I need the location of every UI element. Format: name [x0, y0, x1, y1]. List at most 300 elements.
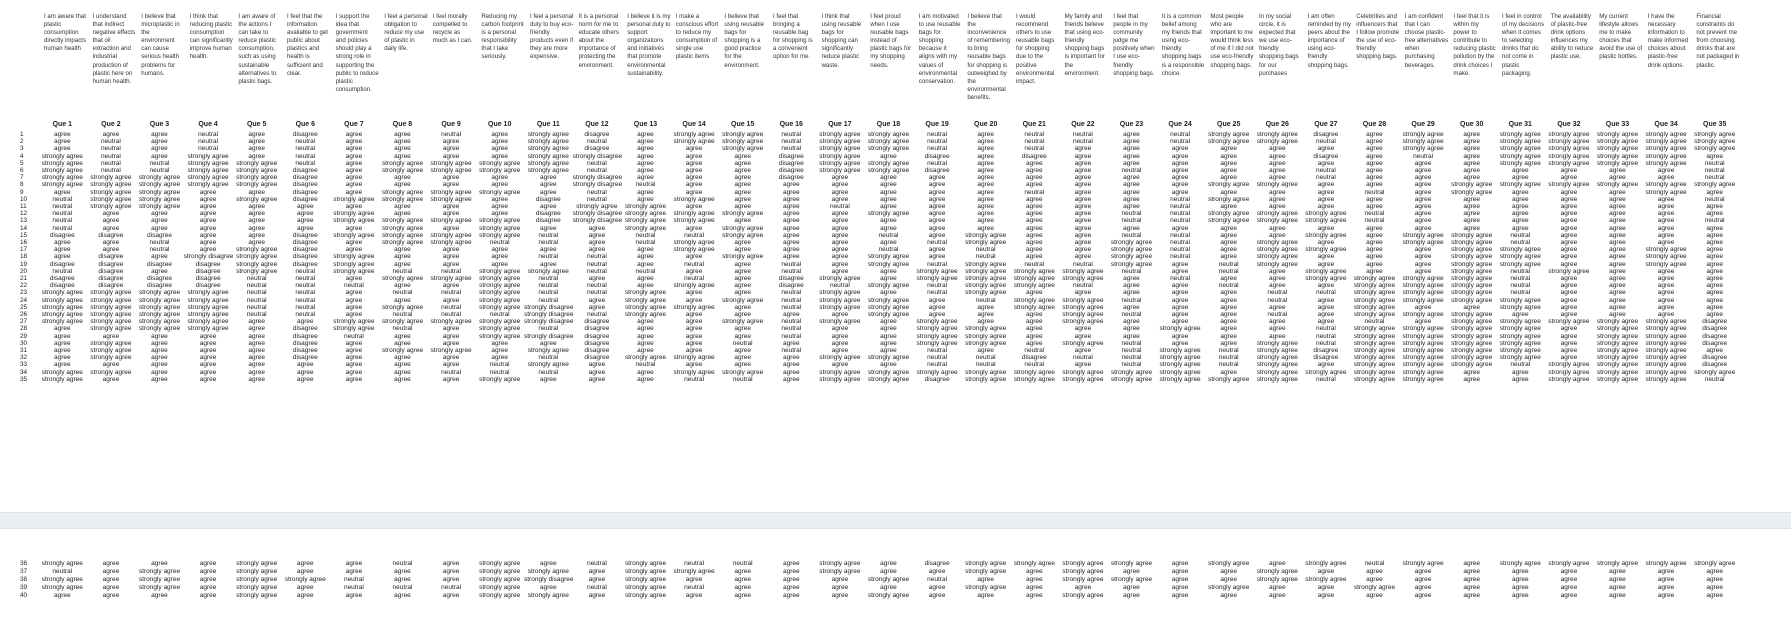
table-cell[interactable]: agree	[1560, 210, 1578, 218]
table-cell[interactable]: agree	[1366, 203, 1383, 210]
table-cell[interactable]: neutral	[1072, 282, 1093, 290]
table-cell[interactable]: neutral	[392, 289, 413, 297]
table-cell[interactable]: strongly agree	[479, 167, 521, 174]
table-cell[interactable]: agree	[637, 253, 654, 261]
table-cell[interactable]: agree	[734, 576, 751, 583]
table-cell[interactable]: agree	[1074, 188, 1092, 196]
table-cell[interactable]: disagree	[584, 131, 610, 138]
table-cell[interactable]: neutral	[1218, 267, 1239, 275]
table-cell[interactable]: strongly agree	[673, 131, 715, 138]
table-cell[interactable]: agree	[637, 145, 654, 153]
table-cell[interactable]: agree	[53, 325, 71, 333]
table-cell[interactable]: strongly agree	[1256, 347, 1298, 354]
table-cell[interactable]: strongly agree	[1062, 275, 1104, 282]
table-cell[interactable]: agree	[1171, 282, 1189, 290]
table-cell[interactable]: strongly agree	[479, 592, 521, 599]
table-cell[interactable]: neutral	[295, 145, 316, 153]
table-cell[interactable]: strongly agree	[430, 231, 472, 239]
table-cell[interactable]: agree	[102, 560, 120, 567]
table-cell[interactable]: neutral	[1072, 354, 1093, 362]
table-cell[interactable]: agree	[1560, 246, 1578, 254]
table-cell[interactable]: agree	[1220, 339, 1237, 347]
column-header[interactable]: Que 15	[731, 121, 755, 128]
table-cell[interactable]: disagree	[195, 275, 221, 282]
table-cell[interactable]: strongly agree	[236, 253, 278, 261]
table-cell[interactable]: agree	[782, 592, 800, 599]
table-cell[interactable]: strongly agree	[479, 584, 521, 591]
table-cell[interactable]: strongly agree	[333, 253, 375, 261]
table-cell[interactable]: strongly agree	[333, 325, 375, 333]
table-cell[interactable]: agree	[539, 375, 557, 383]
table-cell[interactable]: strongly agree	[1596, 354, 1639, 362]
table-cell[interactable]: agree	[1657, 217, 1675, 225]
table-cell[interactable]: agree	[1074, 181, 1092, 189]
table-cell[interactable]: agree	[637, 152, 654, 160]
table-cell[interactable]: strongly agree	[236, 167, 278, 174]
table-cell[interactable]: strongly agree	[1159, 375, 1201, 383]
table-cell[interactable]: strongly agree	[1694, 560, 1736, 567]
table-cell[interactable]: agree	[151, 131, 168, 138]
table-cell[interactable]: agree	[491, 347, 508, 354]
table-cell[interactable]: agree	[1414, 174, 1432, 182]
table-cell[interactable]: agree	[1511, 584, 1529, 591]
table-cell[interactable]: agree	[151, 152, 168, 160]
table-cell[interactable]: neutral	[781, 296, 802, 304]
table-cell[interactable]: strongly agree	[1645, 159, 1687, 167]
table-cell[interactable]: strongly agree	[965, 239, 1007, 246]
table-cell[interactable]: strongly agree	[1645, 131, 1687, 138]
table-cell[interactable]: strongly agree	[624, 303, 667, 311]
table-cell[interactable]: strongly agree	[1645, 375, 1687, 383]
table-cell[interactable]: strongly agree	[381, 318, 424, 326]
table-cell[interactable]: strongly agree	[1305, 267, 1347, 275]
table-cell[interactable]: agree	[977, 592, 994, 599]
table-cell[interactable]: strongly agree	[90, 203, 132, 210]
table-cell[interactable]: agree	[1171, 296, 1189, 304]
table-cell[interactable]: strongly agree	[1499, 260, 1541, 268]
table-cell[interactable]: neutral	[295, 311, 316, 318]
table-cell[interactable]: strongly agree	[867, 368, 910, 376]
table-cell[interactable]: agree	[928, 584, 946, 591]
table-cell[interactable]: strongly agree	[333, 318, 375, 326]
table-cell[interactable]: agree	[1268, 325, 1286, 333]
table-cell[interactable]: agree	[685, 188, 703, 196]
table-cell[interactable]: agree	[588, 592, 606, 599]
table-cell[interactable]: agree	[880, 152, 897, 160]
column-header[interactable]: Que 3	[149, 121, 170, 128]
table-cell[interactable]: agree	[1268, 584, 1286, 591]
table-cell[interactable]: strongly agree	[1451, 275, 1493, 282]
table-cell[interactable]: strongly agree	[1451, 260, 1493, 268]
table-cell[interactable]: agree	[1220, 368, 1237, 376]
table-cell[interactable]: strongly agree	[90, 289, 132, 297]
table-cell[interactable]: strongly agree	[1548, 159, 1590, 167]
table-cell[interactable]: strongly agree	[1451, 318, 1493, 326]
table-cell[interactable]: strongly agree	[1402, 311, 1444, 318]
table-cell[interactable]: strongly agree	[1062, 267, 1104, 275]
table-cell[interactable]: agree	[345, 224, 363, 232]
table-cell[interactable]: neutral	[684, 375, 705, 383]
table-cell[interactable]: neutral	[1218, 260, 1239, 268]
table-cell[interactable]: agree	[248, 231, 265, 239]
table-cell[interactable]: strongly agree	[284, 576, 326, 583]
table-cell[interactable]: strongly agree	[527, 138, 569, 146]
table-cell[interactable]: disagree	[584, 318, 610, 326]
table-cell[interactable]: strongly agree	[1062, 339, 1104, 347]
table-cell[interactable]: strongly agree	[430, 239, 472, 246]
table-cell[interactable]: agree	[734, 584, 751, 591]
table-cell[interactable]: agree	[685, 289, 703, 297]
table-cell[interactable]: neutral	[489, 368, 510, 376]
table-cell[interactable]: strongly agree	[41, 174, 83, 182]
table-cell[interactable]: strongly agree	[1645, 145, 1687, 153]
table-cell[interactable]: strongly agree	[90, 339, 132, 347]
table-cell[interactable]: agree	[1414, 584, 1432, 591]
table-cell[interactable]: strongly agree	[1353, 289, 1396, 297]
table-cell[interactable]: strongly agree	[381, 275, 424, 282]
table-cell[interactable]: agree	[1074, 152, 1092, 160]
table-cell[interactable]: strongly agree	[1596, 159, 1639, 167]
table-cell[interactable]: strongly agree	[819, 354, 861, 362]
table-cell[interactable]: strongly agree	[90, 303, 132, 311]
table-cell[interactable]: strongly agree	[138, 303, 181, 311]
table-cell[interactable]: agree	[53, 332, 71, 340]
table-cell[interactable]: agree	[539, 174, 557, 182]
table-cell[interactable]: agree	[1414, 203, 1432, 210]
table-cell[interactable]: strongly disagree	[572, 181, 623, 189]
table-cell[interactable]: agree	[1560, 339, 1578, 347]
table-cell[interactable]: neutral	[1704, 375, 1725, 383]
table-cell[interactable]: strongly agree	[1548, 361, 1590, 369]
table-cell[interactable]: strongly agree	[479, 568, 521, 575]
table-cell[interactable]: strongly agree	[236, 576, 278, 583]
table-cell[interactable]: agree	[199, 339, 217, 347]
table-cell[interactable]: agree	[1171, 568, 1189, 575]
table-cell[interactable]: agree	[1366, 159, 1383, 167]
table-cell[interactable]: agree	[1123, 282, 1140, 290]
table-cell[interactable]: neutral	[781, 325, 802, 333]
table-cell[interactable]: agree	[345, 159, 363, 167]
table-cell[interactable]: strongly agree	[1499, 296, 1541, 304]
table-cell[interactable]: strongly agree	[333, 231, 375, 239]
table-cell[interactable]: agree	[685, 311, 703, 318]
table-cell[interactable]: strongly agree	[1062, 560, 1104, 567]
table-cell[interactable]: agree	[1414, 568, 1432, 575]
table-cell[interactable]: agree	[1706, 239, 1723, 246]
table-cell[interactable]: strongly agree	[916, 339, 958, 347]
table-cell[interactable]: agree	[442, 332, 460, 340]
table-cell[interactable]: strongly agree	[479, 375, 521, 383]
column-header[interactable]: Que 26	[1265, 121, 1289, 128]
table-cell[interactable]: strongly agree	[1499, 131, 1541, 138]
table-cell[interactable]: strongly agree	[1645, 138, 1687, 146]
table-cell[interactable]: agree	[1123, 138, 1140, 146]
table-cell[interactable]: agree	[1317, 584, 1335, 591]
table-cell[interactable]: agree	[199, 347, 217, 354]
table-cell[interactable]: agree	[1657, 231, 1675, 239]
table-cell[interactable]: neutral	[1024, 145, 1045, 153]
table-cell[interactable]: agree	[53, 354, 71, 362]
table-cell[interactable]: agree	[1560, 296, 1578, 304]
table-cell[interactable]: agree	[151, 354, 168, 362]
table-cell[interactable]: agree	[248, 318, 265, 326]
table-cell[interactable]: strongly agree	[527, 347, 569, 354]
table-cell[interactable]: agree	[1366, 568, 1383, 575]
table-cell[interactable]: neutral	[927, 260, 948, 268]
table-cell[interactable]: agree	[1220, 159, 1237, 167]
table-cell[interactable]: agree	[1171, 167, 1189, 174]
table-cell[interactable]: disagree	[49, 275, 75, 282]
table-cell[interactable]: strongly agree	[624, 576, 667, 583]
table-cell[interactable]: agree	[1366, 246, 1383, 254]
table-cell[interactable]: neutral	[343, 584, 364, 591]
table-cell[interactable]: agree	[345, 131, 363, 138]
table-cell[interactable]: disagree	[1313, 354, 1339, 362]
table-cell[interactable]: agree	[199, 576, 217, 583]
table-cell[interactable]: agree	[977, 131, 994, 138]
table-cell[interactable]: strongly agree	[1256, 568, 1298, 575]
table-cell[interactable]: strongly agree	[479, 217, 521, 225]
table-cell[interactable]: disagree	[98, 253, 124, 261]
table-cell[interactable]: agree	[442, 210, 460, 218]
table-cell[interactable]: agree	[1609, 592, 1626, 599]
table-cell[interactable]: agree	[1657, 210, 1675, 218]
table-cell[interactable]: strongly agree	[187, 152, 229, 160]
table-cell[interactable]: strongly agree	[138, 195, 181, 203]
table-cell[interactable]: strongly agree	[1353, 368, 1396, 376]
table-cell[interactable]: agree	[1414, 246, 1432, 254]
table-cell[interactable]: agree	[1317, 568, 1335, 575]
table-cell[interactable]: agree	[880, 203, 897, 210]
table-cell[interactable]: agree	[1268, 303, 1286, 311]
table-cell[interactable]: strongly agree	[1402, 289, 1444, 297]
table-cell[interactable]: agree	[1220, 303, 1237, 311]
table-cell[interactable]: agree	[1171, 592, 1189, 599]
table-cell[interactable]: agree	[1366, 260, 1383, 268]
table-cell[interactable]: agree	[1609, 289, 1626, 297]
table-cell[interactable]: agree	[1560, 584, 1578, 591]
table-cell[interactable]: agree	[1560, 576, 1578, 583]
table-cell[interactable]: agree	[1609, 188, 1626, 196]
table-cell[interactable]: agree	[1609, 246, 1626, 254]
table-cell[interactable]: agree	[1220, 311, 1237, 318]
table-cell[interactable]: strongly agree	[1645, 181, 1687, 189]
table-cell[interactable]: neutral	[1121, 354, 1142, 362]
table-cell[interactable]: agree	[1414, 224, 1432, 232]
table-cell[interactable]: agree	[1414, 217, 1432, 225]
table-cell[interactable]: agree	[1220, 325, 1237, 333]
table-cell[interactable]: agree	[977, 152, 994, 160]
table-cell[interactable]: agree	[1123, 195, 1140, 203]
table-cell[interactable]: strongly agree	[1208, 560, 1250, 567]
table-cell[interactable]: strongly agree	[187, 303, 229, 311]
table-cell[interactable]: neutral	[441, 584, 462, 591]
table-cell[interactable]: agree	[734, 303, 751, 311]
table-cell[interactable]: strongly agree	[1013, 303, 1055, 311]
table-cell[interactable]: agree	[588, 361, 606, 369]
table-cell[interactable]: strongly agree	[624, 354, 667, 362]
table-cell[interactable]: agree	[491, 354, 508, 362]
table-cell[interactable]: strongly agree	[1645, 332, 1687, 340]
table-cell[interactable]: agree	[1171, 152, 1189, 160]
table-cell[interactable]: neutral	[975, 296, 996, 304]
table-cell[interactable]: agree	[151, 145, 168, 153]
column-header[interactable]: Que 17	[828, 121, 852, 128]
table-cell[interactable]: agree	[1268, 188, 1286, 196]
table-cell[interactable]: agree	[1220, 592, 1237, 599]
table-cell[interactable]: agree	[345, 560, 363, 567]
table-cell[interactable]: agree	[831, 239, 849, 246]
table-cell[interactable]: agree	[977, 318, 994, 326]
table-cell[interactable]: agree	[1123, 174, 1140, 182]
table-cell[interactable]: neutral	[635, 267, 656, 275]
table-cell[interactable]: agree	[637, 159, 654, 167]
table-cell[interactable]: agree	[1463, 584, 1480, 591]
table-cell[interactable]: disagree	[98, 231, 124, 239]
table-cell[interactable]: agree	[1609, 231, 1626, 239]
table-cell[interactable]: strongly agree	[965, 375, 1007, 383]
table-cell[interactable]: agree	[345, 347, 363, 354]
table-cell[interactable]: agree	[782, 375, 800, 383]
table-cell[interactable]: neutral	[1510, 275, 1531, 282]
table-cell[interactable]: agree	[102, 224, 120, 232]
table-cell[interactable]: agree	[248, 217, 265, 225]
table-cell[interactable]: strongly agree	[965, 231, 1007, 239]
table-cell[interactable]: neutral	[1072, 131, 1093, 138]
table-cell[interactable]: agree	[831, 217, 849, 225]
table-cell[interactable]: agree	[734, 217, 751, 225]
column-header[interactable]: Que 7	[344, 121, 364, 128]
column-header[interactable]: Que 1	[52, 121, 73, 128]
table-cell[interactable]: neutral	[1170, 131, 1191, 138]
table-cell[interactable]: agree	[248, 354, 265, 362]
table-cell[interactable]: strongly agree	[1353, 303, 1396, 311]
table-cell[interactable]: agree	[1123, 152, 1140, 160]
table-cell[interactable]: agree	[491, 145, 508, 153]
column-header[interactable]: Que 4	[198, 121, 218, 128]
table-cell[interactable]: strongly agree	[916, 318, 958, 326]
table-cell[interactable]: agree	[296, 560, 314, 567]
table-cell[interactable]: strongly agree	[381, 195, 424, 203]
table-cell[interactable]: strongly agree	[1353, 332, 1396, 340]
table-cell[interactable]: strongly agree	[1548, 375, 1590, 383]
table-cell[interactable]: agree	[928, 224, 946, 232]
table-cell[interactable]: agree	[831, 224, 849, 232]
table-cell[interactable]: agree	[831, 260, 849, 268]
table-cell[interactable]: agree	[637, 368, 654, 376]
table-cell[interactable]: agree	[345, 188, 363, 196]
table-cell[interactable]: agree	[1706, 210, 1723, 218]
table-cell[interactable]: strongly agree	[1110, 576, 1153, 583]
table-cell[interactable]: agree	[588, 568, 606, 575]
table-cell[interactable]: agree	[1025, 195, 1043, 203]
table-cell[interactable]: agree	[637, 246, 654, 254]
table-cell[interactable]: neutral	[100, 167, 121, 174]
table-cell[interactable]: strongly agree	[1208, 195, 1250, 203]
table-cell[interactable]: agree	[1706, 303, 1723, 311]
table-cell[interactable]: strongly agree	[1353, 296, 1396, 304]
table-cell[interactable]: agree	[53, 239, 71, 246]
table-cell[interactable]: agree	[1123, 188, 1140, 196]
table-cell[interactable]: strongly agree	[187, 289, 229, 297]
table-cell[interactable]: agree	[977, 311, 994, 318]
table-cell[interactable]: strongly agree	[1694, 181, 1736, 189]
table-cell[interactable]: strongly agree	[479, 576, 521, 583]
table-cell[interactable]: neutral	[295, 289, 316, 297]
table-cell[interactable]: neutral	[975, 354, 996, 362]
table-cell[interactable]: neutral	[52, 224, 73, 232]
table-cell[interactable]: agree	[1123, 275, 1140, 282]
table-cell[interactable]: strongly agree	[819, 375, 861, 383]
table-cell[interactable]: agree	[1366, 253, 1383, 261]
table-cell[interactable]: agree	[1463, 560, 1480, 567]
table-cell[interactable]: agree	[442, 260, 460, 268]
table-cell[interactable]: strongly agree	[1499, 138, 1541, 146]
table-cell[interactable]: strongly agree	[41, 296, 83, 304]
table-cell[interactable]: strongly agree	[138, 568, 181, 575]
table-cell[interactable]: neutral	[295, 303, 316, 311]
table-cell[interactable]: neutral	[246, 303, 267, 311]
table-cell[interactable]: strongly agree	[722, 145, 764, 153]
table-cell[interactable]: strongly agree	[965, 339, 1007, 347]
table-cell[interactable]: strongly agree	[430, 347, 472, 354]
table-cell[interactable]: disagree	[584, 325, 610, 333]
table-cell[interactable]: strongly agree	[1451, 289, 1493, 297]
table-cell[interactable]: agree	[1657, 195, 1675, 203]
table-cell[interactable]: strongly agree	[819, 275, 861, 282]
table-cell[interactable]: agree	[782, 576, 800, 583]
table-cell[interactable]: strongly agree	[624, 568, 667, 575]
table-cell[interactable]: agree	[442, 592, 460, 599]
column-header[interactable]: Que 20	[974, 121, 998, 128]
table-cell[interactable]: agree	[248, 131, 265, 138]
table-cell[interactable]: agree	[151, 267, 168, 275]
table-cell[interactable]: disagree	[535, 195, 561, 203]
table-cell[interactable]: disagree	[98, 260, 124, 268]
column-header[interactable]: Que 30	[1460, 121, 1484, 128]
table-cell[interactable]: strongly agree	[430, 217, 472, 225]
table-cell[interactable]: neutral	[52, 217, 73, 225]
table-cell[interactable]: neutral	[1170, 203, 1191, 210]
table-cell[interactable]: agree	[248, 145, 265, 153]
table-cell[interactable]: strongly agree	[1451, 181, 1493, 189]
table-cell[interactable]: agree	[880, 224, 897, 232]
table-cell[interactable]: agree	[199, 195, 217, 203]
table-cell[interactable]: agree	[1560, 289, 1578, 297]
table-cell[interactable]: strongly agree	[1353, 339, 1396, 347]
table-cell[interactable]: disagree	[778, 152, 804, 160]
table-cell[interactable]: disagree	[584, 354, 610, 362]
table-cell[interactable]: strongly agree	[187, 159, 229, 167]
table-cell[interactable]: agree	[539, 181, 557, 189]
table-cell[interactable]: agree	[1414, 159, 1432, 167]
table-cell[interactable]: strongly agree	[236, 260, 278, 268]
table-cell[interactable]: disagree	[292, 181, 318, 189]
table-cell[interactable]: agree	[151, 138, 168, 146]
table-cell[interactable]: neutral	[1315, 332, 1336, 340]
table-cell[interactable]: agree	[880, 267, 897, 275]
table-cell[interactable]: neutral	[1364, 188, 1385, 196]
table-cell[interactable]: agree	[977, 181, 994, 189]
column-header[interactable]: Que 5	[246, 121, 267, 128]
table-cell[interactable]: strongly agree	[1596, 361, 1639, 369]
column-header[interactable]: Que 16	[779, 121, 803, 128]
table-cell[interactable]: strongly agree	[673, 217, 715, 225]
table-cell[interactable]: agree	[248, 210, 265, 218]
table-cell[interactable]: neutral	[1121, 210, 1142, 218]
table-cell[interactable]: agree	[248, 368, 265, 376]
table-cell[interactable]: neutral	[1315, 174, 1336, 182]
